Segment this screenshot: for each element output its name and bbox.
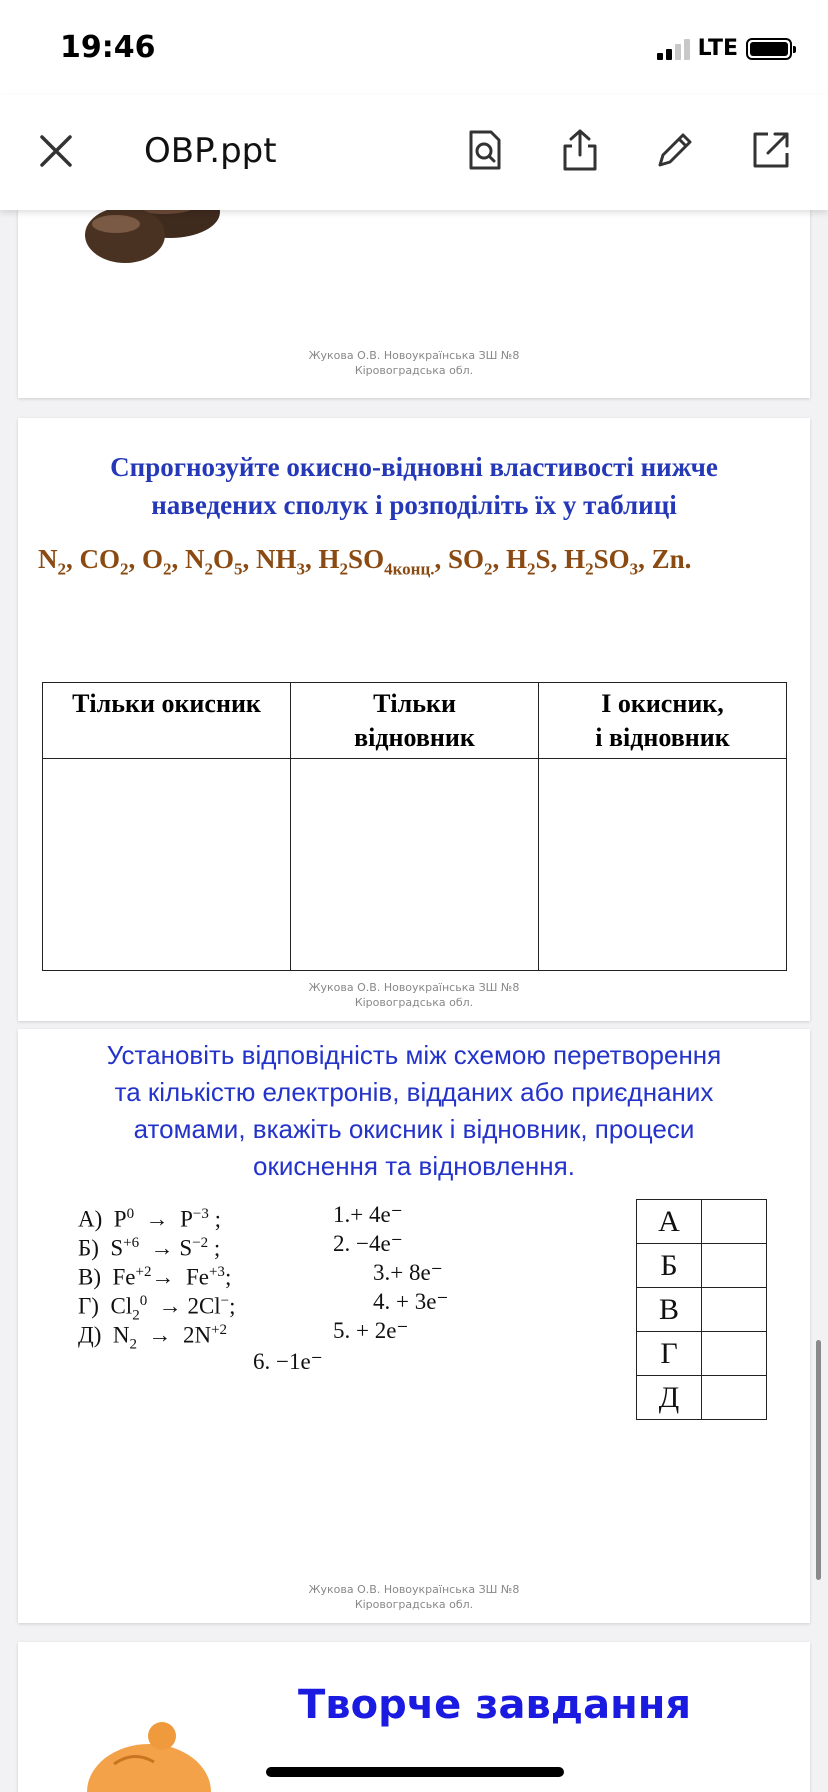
column-both: І окисник, і відновник [539,683,787,759]
scheme-d: Д) $N_2 \to 2N^{+2}$ [78,1322,228,1353]
column-only-reducer: Тільки відновник [291,683,539,759]
table-cell [539,759,787,971]
match-letter: В [637,1288,702,1332]
slide-2 [18,418,810,1021]
scheme-a: А) $P^0 \to P^{-3}$ ; [78,1206,221,1232]
answer-match-table [636,1199,767,1420]
edit-pencil-icon[interactable] [652,127,698,173]
option-1: 1.+ 4e⁻ [333,1202,403,1227]
option-3: 3.+ 8e⁻ [373,1260,443,1285]
status-bar [0,0,828,95]
slide-2-title: Спрогнозуйте окисно-відновні властивості нижче наведених сполук і розподіліть їх у таблиці [110,452,718,520]
compounds-formula-list: $N_2$, $CO_2$, $O_2$, $N_2O_5$, $NH_3$, $H_2SO_{4конц.}$, $SO_2$, $H_2S$, $H_2SO_3$, Zn. [38,544,692,579]
match-answer-cell [702,1244,767,1288]
slide-1-footer: Жукова О.В. Новоукраїнська ЗШ №8 Кіровоградська обл. [308,349,520,377]
document-title: OBP.ppt [144,131,277,171]
match-answer-cell [702,1376,767,1420]
character-illustration [84,1714,214,1792]
slide-1 [18,210,810,398]
scheme-b: Б) $S^{+6} \to S^{-2}$ ; [78,1235,221,1261]
signal-icon [657,38,690,60]
scheme-v: В) $Fe^{+2}\to Fe^{+3}$; [78,1264,232,1290]
close-icon[interactable] [36,131,76,171]
classification-table [42,682,787,971]
table-cell [291,759,539,971]
match-letter: А [637,1200,702,1244]
open-external-icon[interactable] [748,127,794,173]
match-answer-cell [702,1288,767,1332]
document-toolbar [0,95,828,210]
match-letter: Д [637,1376,702,1420]
option-4: 4. + 3e⁻ [373,1289,449,1314]
slide-3-footer: Жукова О.В. Новоукраїнська ЗШ №8 Кіровоградська обл. [308,1583,520,1611]
table-cell [43,759,291,971]
scroll-indicator[interactable] [816,1340,821,1580]
option-5: 5. + 2e⁻ [333,1318,409,1343]
match-answer-cell [702,1200,767,1244]
slide-3-title: Установіть відповідність між схемою перетворення та кількістю електронів, відданих або приєднаних атомами, вкажіть окисник і відновник, процеси окиснення та відновлення. [106,1040,722,1181]
share-icon[interactable] [557,127,603,173]
status-time: 19:46 [60,30,156,65]
search-document-icon[interactable] [462,127,508,173]
slide-4-title: Творче завдання [298,1682,692,1728]
match-answer-cell [702,1332,767,1376]
slide-2-footer: Жукова О.В. Новоукраїнська ЗШ №8 Кіровоградська обл. [308,981,520,1009]
option-2: 2. −4e⁻ [333,1231,403,1256]
status-indicators [657,36,792,61]
match-letter: Б [637,1244,702,1288]
home-indicator[interactable] [266,1767,564,1777]
match-letter: Г [637,1332,702,1376]
slide-3 [18,1029,810,1623]
option-6: 6. −1e⁻ [253,1349,323,1374]
stones-illustration [68,210,268,266]
scheme-g: Г) $Cl_2^0 \to 2Cl^-$; [78,1293,236,1324]
column-only-oxidizer: Тільки окисник [43,683,291,759]
slide-viewer[interactable] [0,210,828,1792]
network-type: LTE [697,36,738,61]
battery-icon [746,38,792,60]
